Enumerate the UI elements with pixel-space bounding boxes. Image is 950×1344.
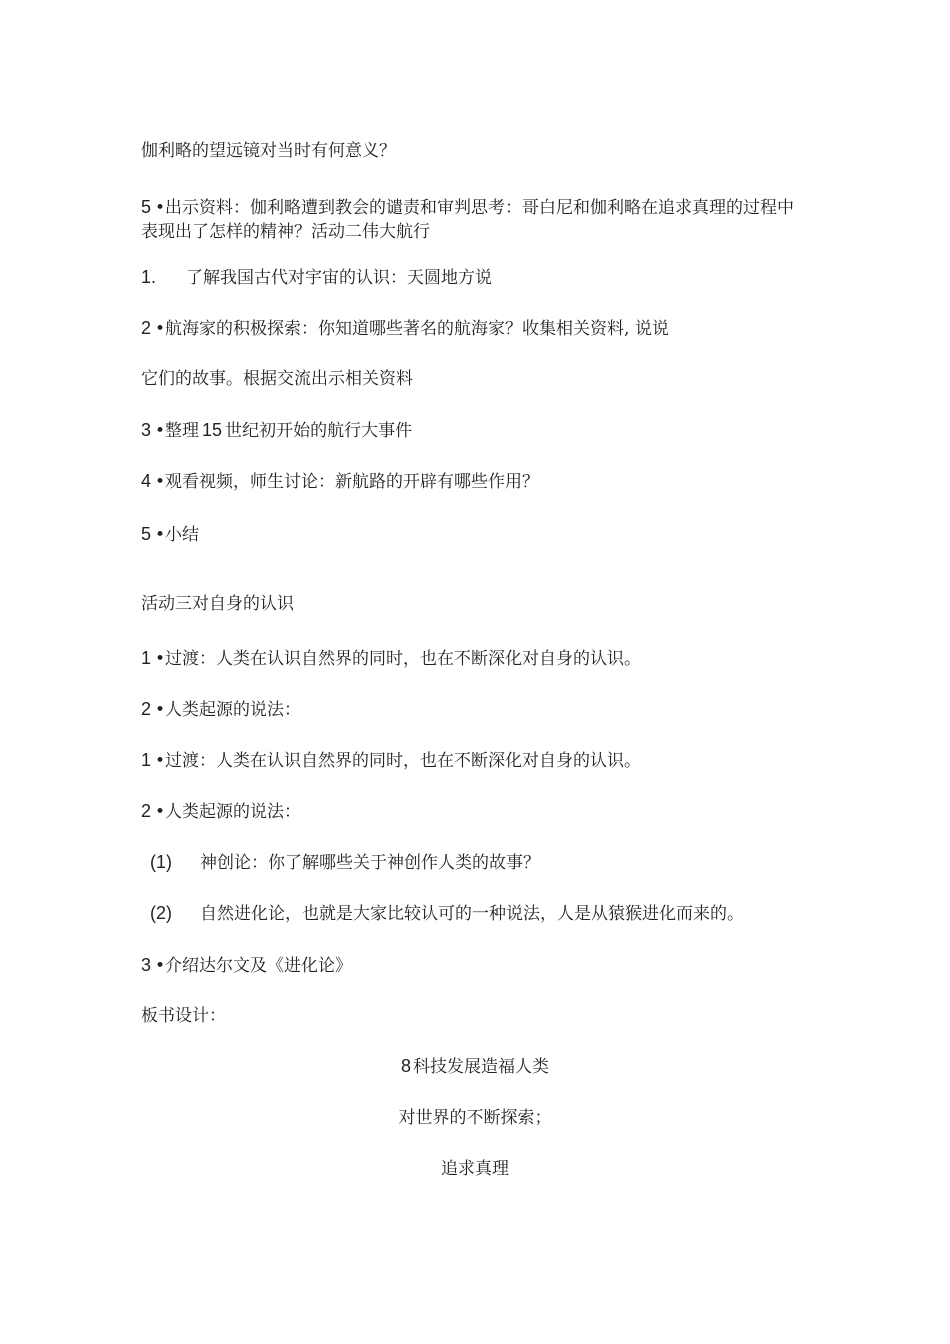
item-number: 2 [141, 801, 152, 821]
paragraph-item-1-transition: 1 •过渡：人类在认识自然界的同时，也在不断深化对自身的认识。 [141, 648, 642, 669]
item-number: 1 [141, 750, 152, 770]
paragraph-item-3-darwin: 3 •介绍达尔文及《进化论》 [141, 955, 353, 976]
item-number: 1. [141, 267, 157, 287]
board-title: 8 科技发展造福人类 [400, 1056, 549, 1077]
paragraph-item-2-origin: 2 •人类起源的说法： [141, 699, 302, 720]
item-number: (1) [150, 852, 172, 872]
paragraph-item-3-voyages: 3 •整理 15 世纪初开始的航行大事件 [141, 420, 413, 441]
paragraph-board-design-label: 板书设计： [141, 1006, 226, 1026]
paragraph-item-5-galileo: 5 •出示资料：伽利略遭到教会的谴责和审判思考：哥白尼和伽利略在追求真理的过程中表现出了怎样的精神？活动二伟大航行 [141, 197, 795, 242]
item-number: 1 [141, 648, 152, 668]
paragraph-sub-2-evolution: (2) 自然进化论，也就是大家比较认可的一种说法，人是从猿猴进化而来的。 [150, 903, 744, 924]
item-number: 2 [141, 318, 152, 338]
item-number: 5 [141, 524, 152, 544]
paragraph-stories: 它们的故事。根据交流出示相关资料 [141, 369, 413, 389]
item-number: 5 [141, 197, 152, 217]
item-number: (2) [150, 903, 172, 923]
board-title-number: 8 [400, 1056, 411, 1076]
paragraph-item-1-transition-repeat: 1 •过渡：人类在认识自然界的同时，也在不断深化对自身的认识。 [141, 750, 642, 771]
paragraph-item-4-video: 4 •观看视频，师生讨论：新航路的开辟有哪些作用？ [141, 471, 540, 492]
paragraph-item-1-ancient: 1. 了解我国古代对宇宙的认识：天圆地方说 [141, 267, 493, 288]
paragraph-galileo-question: 伽利略的望远镜对当时有何意义？ [141, 141, 396, 161]
paragraph-item-5-summary: 5 •小结 [141, 524, 200, 545]
paragraph-item-2-navigators: 2 •航海家的积极探索：你知道哪些著名的航海家？收集相关资料, 说说 [141, 318, 669, 339]
paragraph-item-2-origin-repeat: 2 •人类起源的说法： [141, 801, 302, 822]
section-heading-activity-3: 活动三对自身的认识 [141, 594, 294, 614]
board-line-truth: 追求真理 [441, 1159, 509, 1179]
item-number: 3 [141, 955, 152, 975]
board-line-explore: 对世界的不断探索； [398, 1108, 552, 1128]
paragraph-sub-1-creationism: (1) 神创论：你了解哪些关于神创作人类的故事？ [150, 852, 540, 873]
item-number: 3 [141, 420, 152, 440]
item-number: 4 [141, 471, 152, 491]
item-number: 2 [141, 699, 152, 719]
